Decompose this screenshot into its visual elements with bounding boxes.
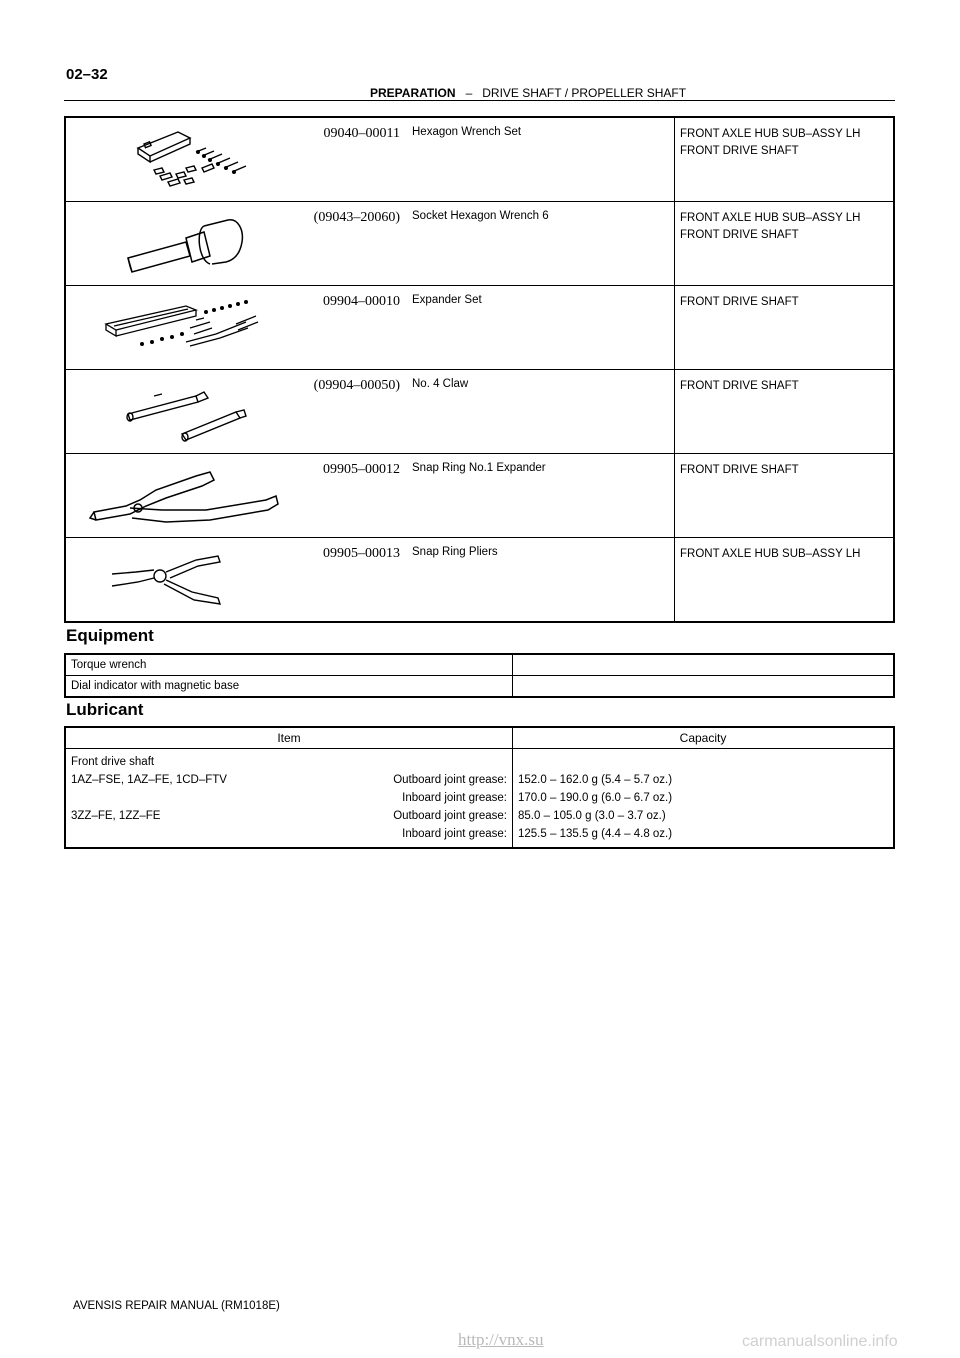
- lubricant-title: Lubricant: [66, 700, 144, 719]
- lubricant-capacity-cell: [513, 749, 895, 849]
- tool-name: Snap Ring No.1 Expander: [412, 462, 546, 474]
- header-title: [370, 86, 686, 100]
- equipment-table: [64, 653, 895, 698]
- tool-use: FRONT AXLE HUB SUB–ASSY LH: [680, 548, 861, 560]
- tool-part-number: 09905–00012: [323, 462, 400, 477]
- joint-label: Outboard joint grease:: [393, 810, 507, 822]
- table-header-row: [65, 727, 894, 749]
- header-rule: [64, 100, 895, 101]
- column-divider: [674, 538, 675, 621]
- watermark-url[interactable]: http://vnx.su: [458, 1330, 544, 1349]
- tool-uses: [680, 546, 860, 563]
- equipment-title: Equipment: [66, 626, 154, 645]
- tool-part-number: (09904–00050): [313, 378, 400, 393]
- table-row: [65, 676, 894, 698]
- engine-models: 3ZZ–FE, 1ZZ–FE: [71, 810, 161, 822]
- column-divider: [674, 118, 675, 201]
- equipment-remark: [513, 654, 895, 676]
- tool-use: FRONT AXLE HUB SUB–ASSY LH: [680, 212, 861, 224]
- tool-row: [66, 454, 893, 538]
- engine-models: 1AZ–FSE, 1AZ–FE, 1CD–FTV: [71, 774, 227, 786]
- lubricant-table: [64, 726, 895, 849]
- tool-name: Expander Set: [412, 294, 482, 306]
- column-divider: [674, 202, 675, 285]
- tool-uses: [680, 210, 860, 244]
- lubricant-line: [71, 807, 507, 825]
- column-header-item: Item: [65, 727, 513, 749]
- capacity-value: 170.0 – 190.0 g (6.0 – 6.7 oz.): [518, 792, 673, 804]
- page-number: 02–32: [66, 66, 108, 83]
- joint-label: Inboard joint grease:: [402, 792, 507, 804]
- tool-part-number: 09905–00013: [323, 546, 400, 561]
- tool-name: No. 4 Claw: [412, 378, 469, 390]
- tool-row: [66, 286, 893, 370]
- tool-name: Snap Ring Pliers: [412, 546, 498, 558]
- tool-use: FRONT DRIVE SHAFT: [680, 229, 799, 241]
- column-divider: [674, 370, 675, 453]
- column-divider: [674, 286, 675, 369]
- tool-uses: [680, 462, 799, 479]
- tool-part-number: 09904–00010: [323, 294, 400, 309]
- tool-part-number: 09040–00011: [323, 126, 400, 141]
- table-row: [65, 749, 894, 849]
- tool-row: [66, 118, 893, 202]
- capacity-value: 125.5 – 135.5 g (4.4 – 4.8 oz.): [518, 828, 673, 840]
- lubricant-item-cell: [65, 749, 513, 849]
- manual-footer: AVENSIS REPAIR MANUAL (RM1018E): [73, 1300, 280, 1312]
- tool-use: FRONT DRIVE SHAFT: [680, 145, 799, 157]
- equipment-item: Dial indicator with magnetic base: [65, 676, 513, 698]
- tool-use: FRONT DRIVE SHAFT: [680, 296, 799, 308]
- tool-name: Hexagon Wrench Set: [412, 126, 522, 138]
- tool-uses: [680, 126, 860, 160]
- lubricant-line: [71, 789, 507, 807]
- column-divider: [674, 454, 675, 537]
- lubricant-line: [71, 771, 507, 789]
- equipment-remark: [513, 676, 895, 698]
- column-header-capacity: Capacity: [513, 727, 895, 749]
- tool-row: [66, 370, 893, 454]
- table-row: [65, 654, 894, 676]
- tool-use: FRONT DRIVE SHAFT: [680, 464, 799, 476]
- capacity-value: 152.0 – 162.0 g (5.4 – 5.7 oz.): [518, 774, 673, 786]
- lubricant-group: Front drive shaft: [71, 756, 155, 768]
- tool-uses: [680, 294, 799, 311]
- tool-use: FRONT DRIVE SHAFT: [680, 380, 799, 392]
- header-section: PREPARATION: [370, 86, 456, 100]
- lubricant-line: [71, 825, 507, 843]
- tool-row: [66, 538, 893, 621]
- tool-uses: [680, 378, 799, 395]
- special-service-tools-table: [64, 116, 895, 623]
- tool-name: Socket Hexagon Wrench 6: [412, 210, 549, 222]
- tool-use: FRONT AXLE HUB SUB–ASSY LH: [680, 128, 861, 140]
- header-subtitle: DRIVE SHAFT / PROPELLER SHAFT: [482, 86, 687, 100]
- site-watermark: carmanualsonline.info: [742, 1333, 898, 1350]
- joint-label: Outboard joint grease:: [393, 774, 507, 786]
- header-separator: –: [465, 86, 473, 100]
- equipment-item: Torque wrench: [65, 654, 513, 676]
- joint-label: Inboard joint grease:: [402, 828, 507, 840]
- tool-row: [66, 202, 893, 286]
- capacity-value: 85.0 – 105.0 g (3.0 – 3.7 oz.): [518, 810, 666, 822]
- tool-part-number: (09043–20060): [313, 210, 400, 225]
